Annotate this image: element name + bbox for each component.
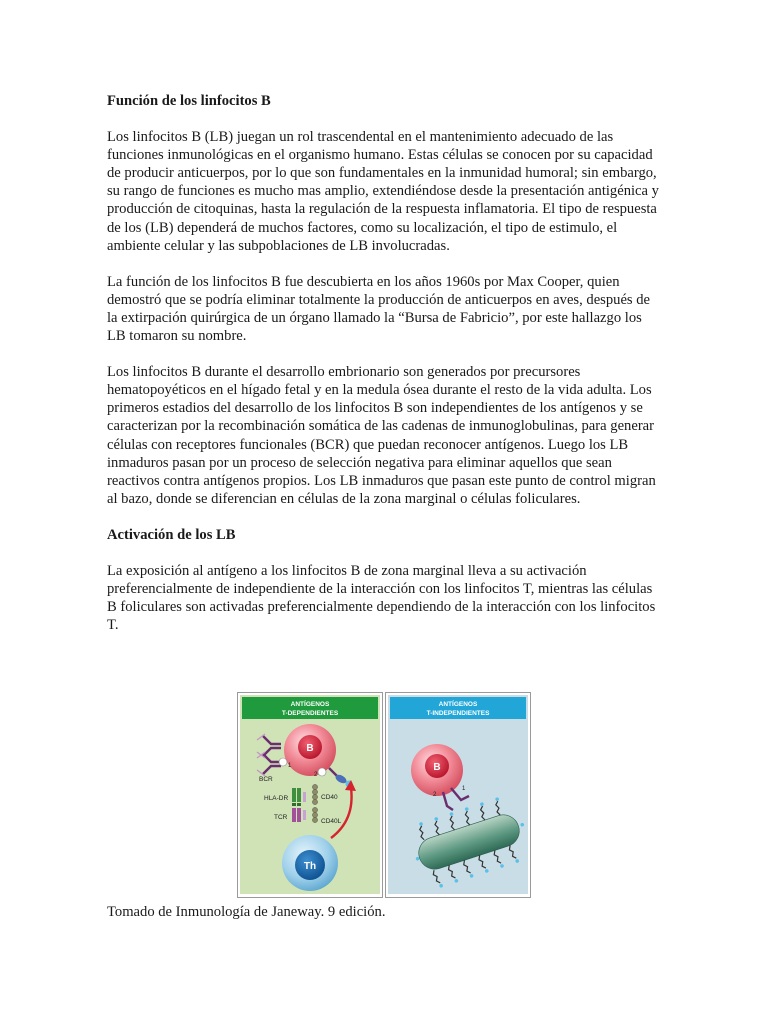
right-num-2: 2 xyxy=(433,792,437,798)
left-num-2: 2 xyxy=(314,772,318,778)
left-header-line1: ANTÍGENOS xyxy=(290,701,330,708)
heading-funcion: Función de los linfocitos B xyxy=(107,93,271,109)
document-body xyxy=(107,92,663,652)
th-cell-label: Th xyxy=(303,861,317,872)
label-hla-dr: HLA-DR xyxy=(264,795,289,802)
paragraph: La función de los linfocitos B fue descubierta en los años 1960s por Max Cooper, quien demostró que se podría eliminar totalmente la producción de anticuerpos en aves, después de la extirpación quirúrgica de un órgano llamado la “Bursa de Fabricio”, por este hallazgo los LB tomaron su nombre. xyxy=(107,273,651,345)
lymphocyte-activation-figure xyxy=(237,692,531,899)
cd40-cd40l-pair xyxy=(312,784,317,822)
label-cd40: CD40 xyxy=(321,794,338,801)
figure-caption: Tomado de Inmunología de Janeway. 9 edición. xyxy=(107,904,386,920)
right-num-1: 1 xyxy=(462,786,466,792)
b-cell-right-label: B xyxy=(433,762,441,773)
label-bcr: BCR xyxy=(259,776,273,783)
right-panel-background xyxy=(388,695,528,894)
paragraph: La exposición al antígeno a los linfocitos B de zona marginal lleva a su activación preferencialmente de independiente de la interacción con los linfocitos T, mientras las células B foliculares son activadas preferencialmente dependiendo de la interacción con los linfocitos T. xyxy=(107,562,656,634)
paragraph: Los linfocitos B durante el desarrollo embrionario son generados por precursores hematopoyéticos en el hígado fetal y en la medula ósea durante el resto de la vida adulta. Los primeros estadios del desarrollo de los linfocitos B son independientes de los antígenos y se caracterizan por la recombinación somática de las cadenas de inmunoglobulinas, para generar células con receptores funcionales (BCR) que puedan reconocer antígenos. Luego los LB inmaduros pasan por un proceso de selección negativa para eliminar aquellos que sean reactivos contra antígenos propios. Los LB inmaduros que pasan este punto de control migran al bazo, donde se diferencian en células de la zona marginal o células foliculares. xyxy=(107,364,656,507)
left-header-line2: T-DEPENDIENTES xyxy=(281,710,339,717)
b-cell-left-label: B xyxy=(306,743,314,754)
right-header-line2: T-INDEPENDIENTES xyxy=(426,710,490,717)
label-cd40l: CD40L xyxy=(321,818,342,825)
left-num-1: 1 xyxy=(288,763,292,769)
heading-activacion: Activación de los LB xyxy=(107,526,236,543)
paragraph: Los linfocitos B (LB) juegan un rol trascendental en el mantenimiento adecuado de las funciones inmunológicas en el organismo humano. Estas células se conocen por su capacidad de producir anticuerpos, por lo que son fundamentales en la inmunidad humoral; sin embargo, su rango de funciones es mucho mas amplio, extendiéndose desde la presentación antigénica y producción de citoquinas, hasta la regulación de la respuesta inflamatoria. El tipo de respuesta de los (LB) dependerá de muchos factores, como su localización, el tipo de estimulo, el ambiente celular y las subpoblaciones de LB involucradas. xyxy=(107,129,659,254)
figure-svg xyxy=(237,692,531,899)
right-header-line1: ANTÍGENOS xyxy=(438,701,478,708)
label-tcr: TCR xyxy=(274,814,288,821)
